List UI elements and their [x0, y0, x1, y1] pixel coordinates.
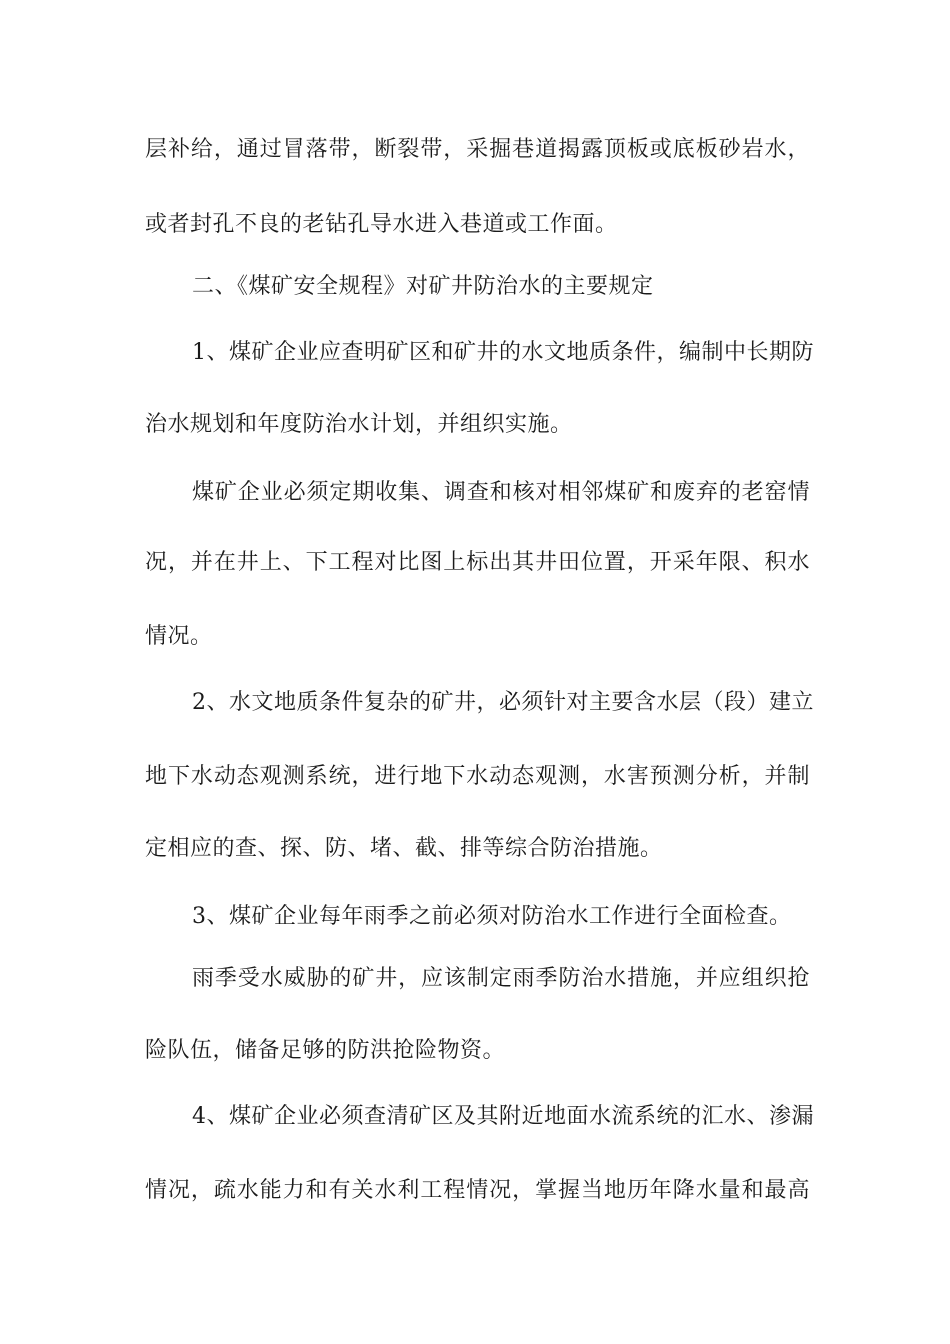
text-line-15: 4、煤矿企业必须查清矿区及其附近地面水流系统的汇水、渗漏 [192, 1104, 814, 1129]
text-line-13: 雨季受水威胁的矿井，应该制定雨季防治水措施，并应组织抢 [192, 966, 810, 991]
text-line-1: 层补给，通过冒落带，断裂带，采掘巷道揭露顶板或底板砂岩水， [145, 137, 810, 162]
text-line-7: 况，并在井上、下工程对比图上标出其井田位置，开采年限、积水 [145, 550, 810, 575]
text-line-4: 1、煤矿企业应查明矿区和矿井的水文地质条件，编制中长期防 [192, 340, 814, 365]
text-line-10: 地下水动态观测系统，进行地下水动态观测，水害预测分析，并制 [145, 764, 810, 789]
text-line-5: 治水规划和年度防治水计划，并组织实施。 [145, 412, 573, 437]
text-line-6: 煤矿企业必须定期收集、调查和核对相邻煤矿和废弃的老窑情 [192, 480, 810, 505]
text-line-16: 情况，疏水能力和有关水利工程情况，掌握当地历年降水量和最高 [145, 1178, 810, 1203]
text-line-2: 或者封孔不良的老钻孔导水进入巷道或工作面。 [145, 212, 618, 237]
text-line-12: 3、煤矿企业每年雨季之前必须对防治水工作进行全面检查。 [192, 904, 792, 929]
section-heading: 二、《煤矿安全规程》对矿井防治水的主要规定 [192, 274, 654, 299]
text-line-9: 2、水文地质条件复杂的矿井，必须针对主要含水层（段）建立 [192, 690, 814, 715]
text-line-14: 险队伍，储备足够的防洪抢险物资。 [145, 1038, 506, 1063]
text-line-11: 定相应的查、探、防、堵、截、排等综合防治措施。 [145, 836, 663, 861]
text-line-8: 情况。 [145, 624, 213, 649]
